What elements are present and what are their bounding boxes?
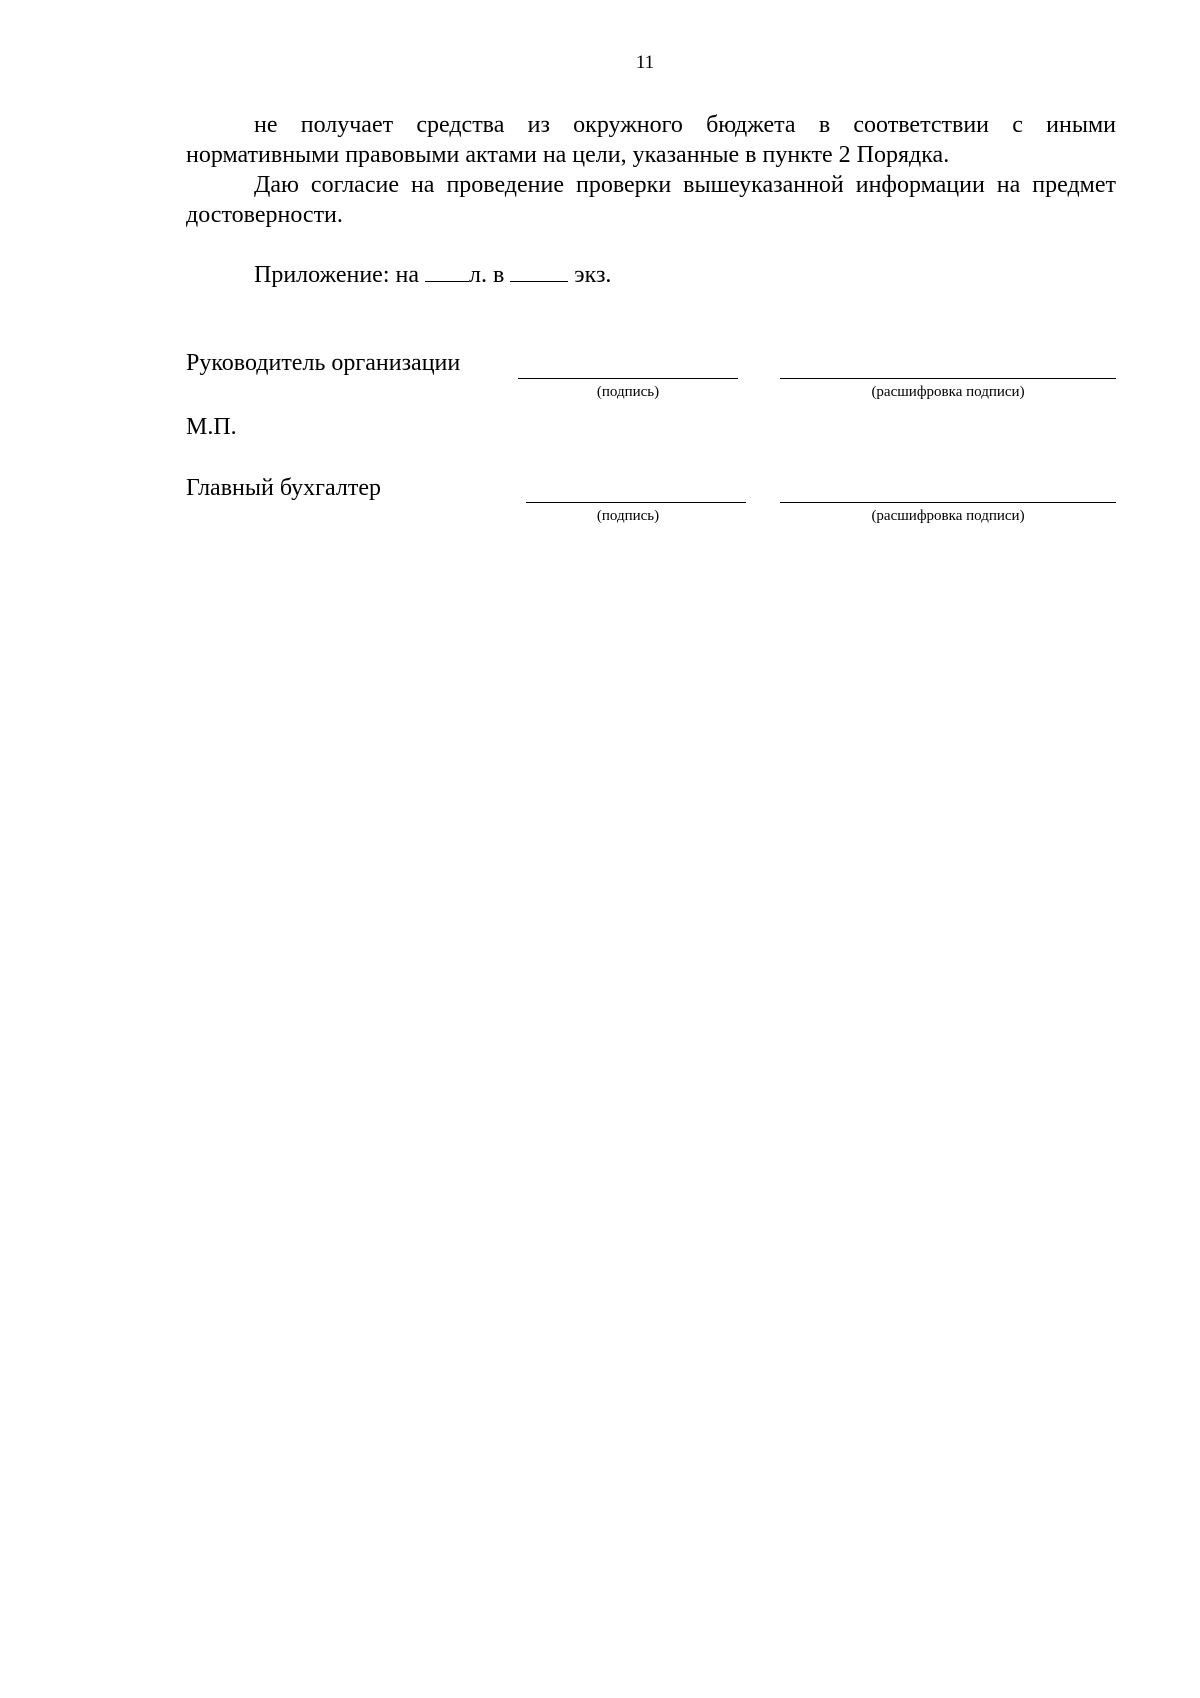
sheets-count-blank [425,263,469,282]
attachment-prefix: Приложение: на [254,262,419,288]
paragraph-consent: Даю согласие на проведение проверки вышеуказанной информации на предмет достоверности. [186,172,1116,228]
accountant-decoding-caption: (расшифровка подписи) [871,508,1025,524]
accountant-signature-caption: (подпись) [596,508,660,524]
stamp-place-label: М.П. [186,414,237,440]
head-of-organization-label: Руководитель организации [186,350,461,376]
paragraph-budget-funds: не получает средства из окружного бюджета в соответствии с иными нормативными правовыми актами на цели, указанные в пункте 2 Порядка. [186,112,1116,168]
copies-count-blank [510,263,568,282]
accountant-signature-line [526,502,746,503]
page-number: 11 [635,52,655,73]
head-decoding-caption: (расшифровка подписи) [871,384,1025,400]
head-decoding-line [780,378,1116,379]
attachment-line [254,262,611,289]
head-signature-line [518,378,738,379]
accountant-decoding-line [780,502,1116,503]
attachment-suffix: экз. [574,262,612,288]
attachment-mid: л. в [468,262,505,288]
chief-accountant-label: Главный бухгалтер [186,475,381,501]
head-signature-caption: (подпись) [596,384,660,400]
